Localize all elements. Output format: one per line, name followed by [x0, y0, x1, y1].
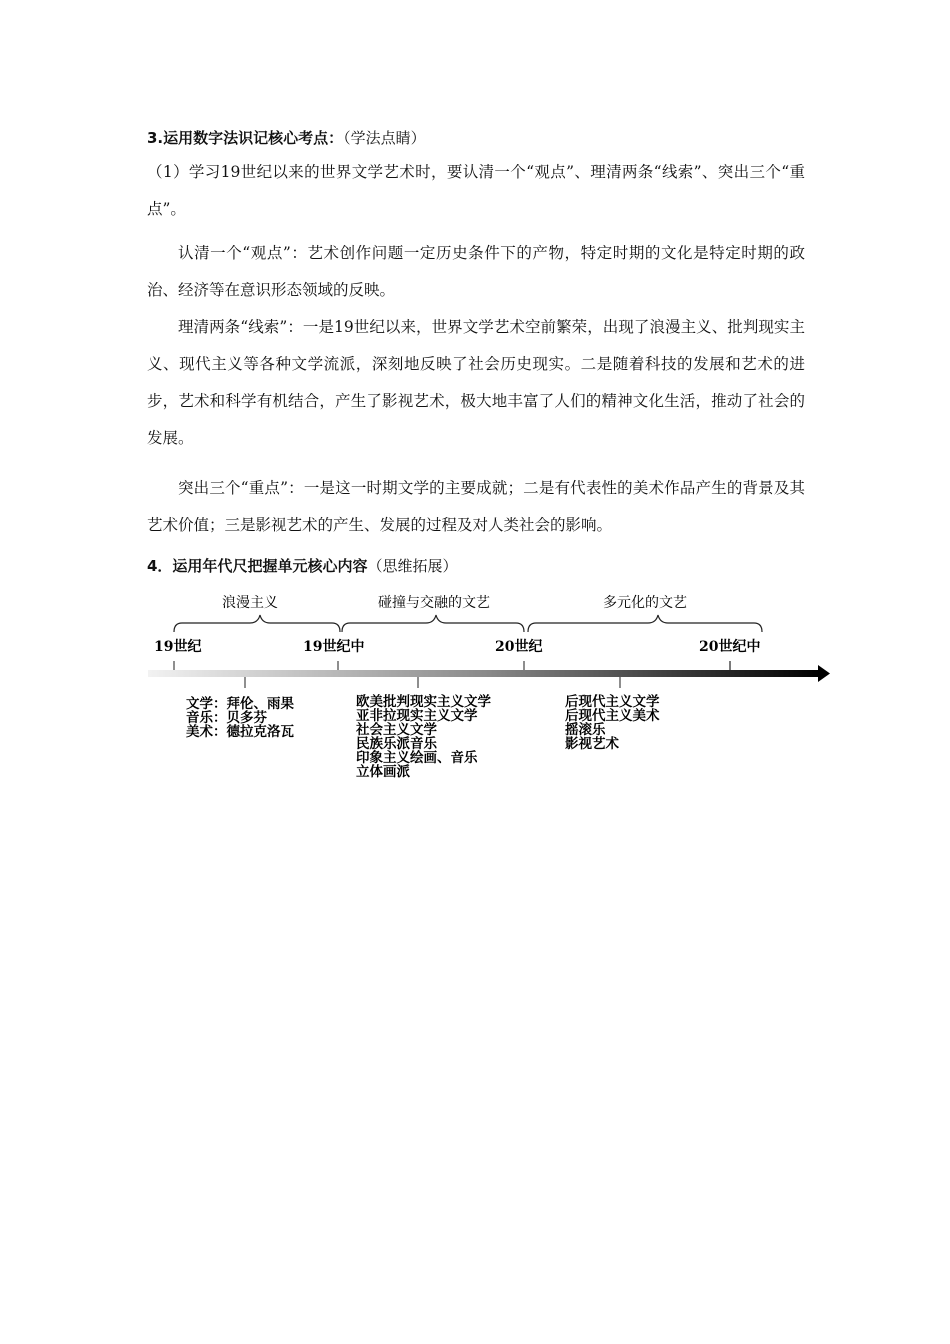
section3-paragraph-3: 理清两条“线索”：一是19世纪以来，世界文学艺术空前繁荣，出现了浪漫主义、批判现实主义、现代主义等各种文学流派，深刻地反映了社会历史现实。二是随着科技的发展和艺术的进步，艺术和科学有机结合，产生了影视艺术，极大地丰富了人们的精神文化生活，推动了社会的发展。: [147, 318, 805, 447]
tick-label-19th-century: 19世纪: [154, 639, 202, 655]
period-label-diversified: 多元化的文艺: [603, 595, 687, 611]
section3-paragraph-2: 认清一个“观点”：艺术创作问题一定历史条件下的产物，特定时期的文化是特定时期的政治、经济等在意识形态领域的反映。: [147, 244, 805, 299]
timeline-axis: [148, 670, 820, 677]
section4-heading: [147, 555, 457, 576]
timeline-arrowhead: [818, 665, 830, 682]
brace-romanticism: [174, 615, 340, 632]
timeline-diagram: [140, 585, 840, 785]
group1-item: 音乐：贝多芬: [186, 710, 267, 726]
group2-item: 欧美批判现实主义文学: [356, 694, 491, 710]
group3-item: 后现代主义文学: [565, 694, 660, 710]
group2-item: 民族乐派音乐: [356, 736, 437, 752]
section3-paragraph-1: （1）学习19世纪以来的世界文学艺术时，要认清一个“观点”、理清两条“线索”、突出三个“重点”。: [147, 163, 805, 218]
group2-item: 亚非拉现实主义文学: [356, 708, 478, 724]
period-label-collision: 碰撞与交融的文艺: [378, 595, 490, 611]
brace-diversified: [528, 615, 762, 632]
group1-item: 美术：德拉克洛瓦: [186, 724, 294, 740]
group2-item: 立体画派: [356, 764, 410, 780]
section3-paragraph-4: 突出三个“重点”：一是这一时期文学的主要成就；二是有代表性的美术作品产生的背景及其艺术价值；三是影视艺术的产生、发展的过程及对人类社会的影响。: [147, 479, 805, 534]
group1-item: 文学：拜伦、雨果: [186, 696, 294, 712]
tick-label-mid-19th-century: 19世纪中: [303, 639, 365, 655]
period-label-romanticism: 浪漫主义: [222, 595, 278, 611]
tick-label-mid-20th-century: 20世纪中: [699, 639, 761, 655]
section3-heading-text: 3.运用数字法识记核心考点：: [147, 129, 344, 147]
section3-heading-note: （学法点睛）: [343, 129, 426, 147]
section4-heading-note: （思维拓展）: [367, 557, 458, 575]
group2-item: 印象主义绘画、音乐: [356, 750, 478, 766]
group3-item: 影视艺术: [565, 736, 619, 752]
brace-collision: [342, 615, 524, 632]
section3-heading: [147, 127, 426, 148]
tick-label-20th-century: 20世纪: [495, 639, 543, 655]
group3-item: 摇滚乐: [565, 722, 606, 738]
group3-item: 后现代主义美术: [565, 708, 660, 724]
section4-heading-text: 4．运用年代尺把握单元核心内容: [147, 557, 368, 575]
group2-item: 社会主义文学: [356, 722, 437, 738]
